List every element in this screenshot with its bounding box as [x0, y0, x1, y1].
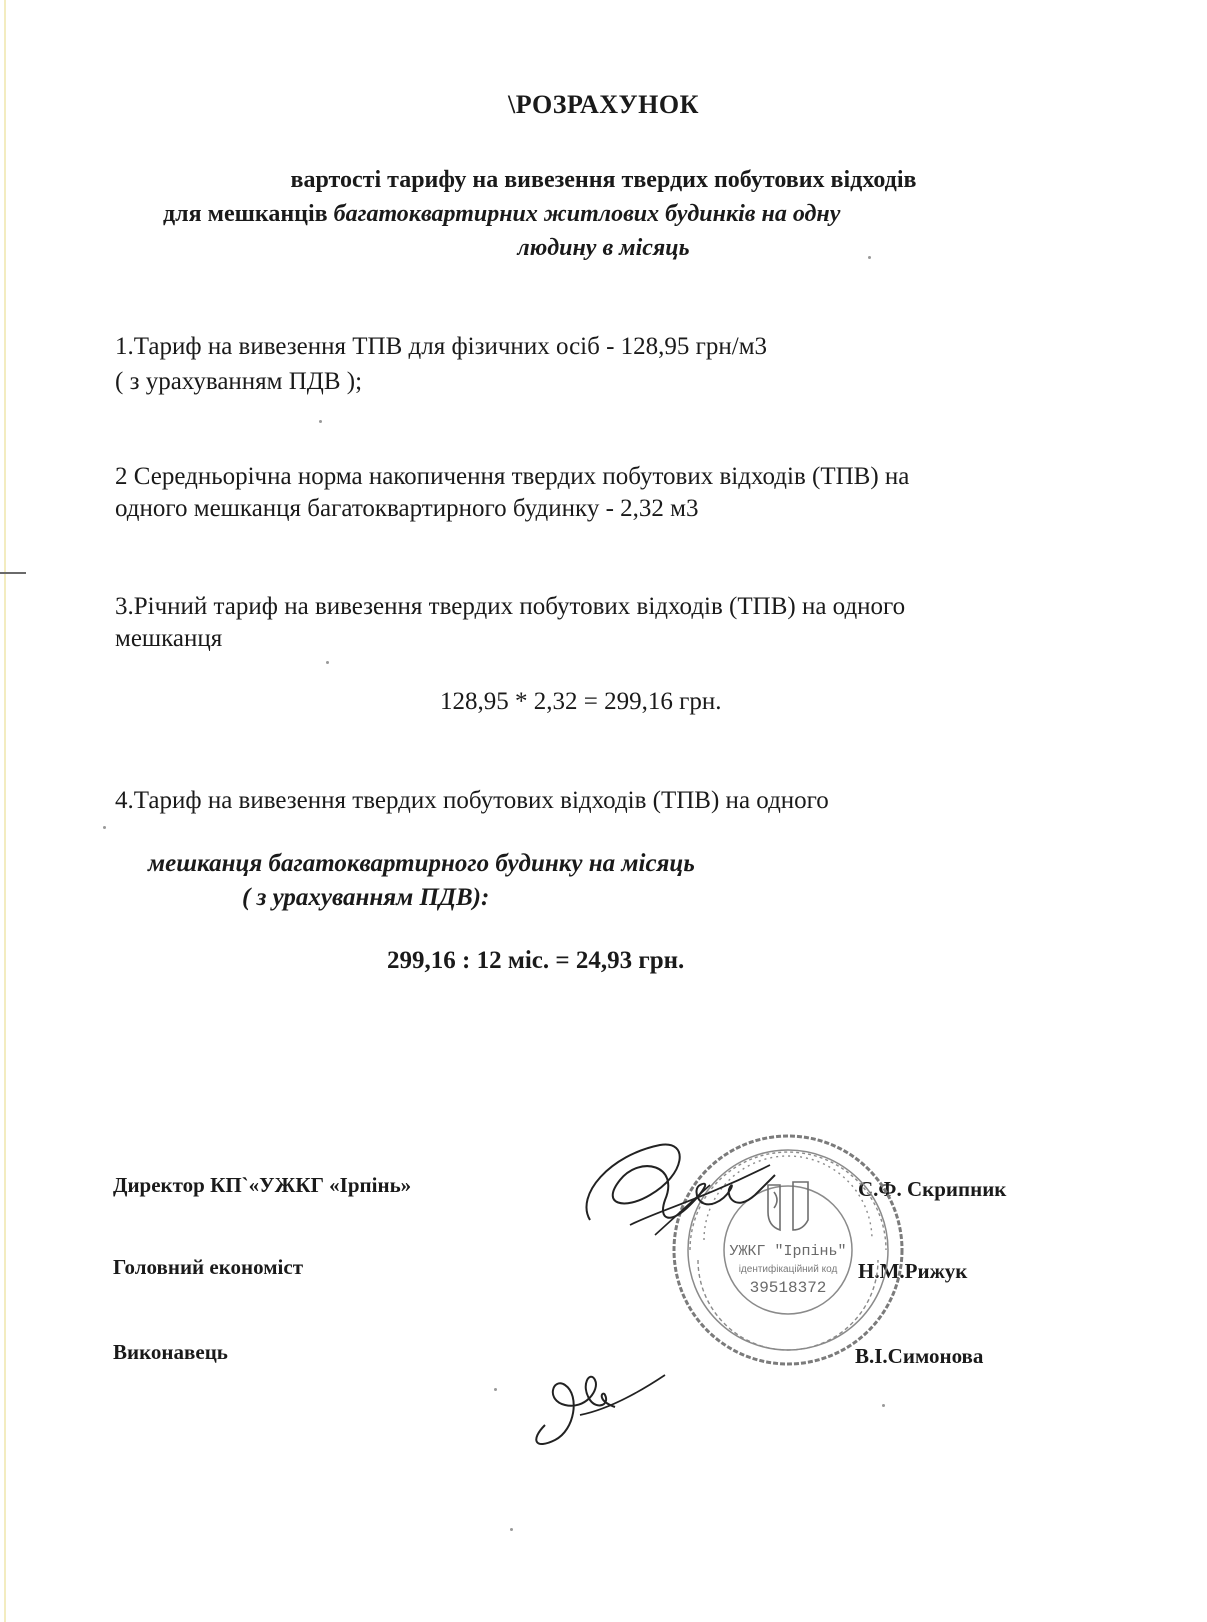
item-3-line-1: 3.Річний тариф на вивезення твердих побутових відходів (ТПВ) на одного: [115, 593, 906, 620]
item-3-formula: 128,95 * 2,32 = 299,16 грн.: [440, 688, 722, 715]
document-title: \РОЗРАХУНОК: [508, 90, 699, 119]
executor-label: Виконавець: [113, 1340, 228, 1364]
scan-speck: [510, 1528, 513, 1531]
subtitle-line-3-text: людину в місяць: [517, 235, 690, 261]
director-label: Директор КП`«УЖКГ «Ірпінь»: [113, 1173, 412, 1197]
executor-signature: [525, 1345, 675, 1455]
director-signature: [570, 1125, 790, 1245]
scan-speck: [103, 826, 106, 829]
stamp-code: 39518372: [749, 1279, 827, 1297]
subtitle-line-3: [0, 235, 1207, 262]
subtitle-line-2-italic: багатоквартирних житлових будинків на одну: [333, 201, 841, 227]
stamp-sub-text: ідентифікаційний код: [738, 1264, 838, 1275]
scan-speck: [868, 256, 871, 259]
scan-speck: [326, 661, 329, 664]
item-4-line-3: ( з урахуванням ПДВ):: [242, 884, 490, 911]
economist-name: Н.М.Рижук: [858, 1259, 968, 1283]
item-2-line-1: 2 Середньорічна норма накопичення твердих побутових відходів (ТПВ) на: [115, 463, 910, 490]
scan-speck: [494, 1388, 497, 1391]
subtitle-line-2-bold: для мешканців: [163, 201, 328, 227]
subtitle-line-2: [163, 201, 840, 228]
item-2-line-2: одного мешканця багатоквартирного будинку - 2,32 м3: [115, 495, 699, 522]
item-4-line-2: мешканця багатоквартирного будинку на місяць: [148, 850, 695, 877]
item-1-line-2: ( з урахуванням ПДВ );: [115, 368, 363, 395]
subtitle-line-1: вартості тарифу на вивезення твердих побутових відходів: [290, 167, 917, 193]
item-4-formula: 299,16 : 12 міс. = 24,93 грн.: [387, 947, 685, 974]
executor-name: В.І.Симонова: [855, 1344, 984, 1368]
stamp-center-text: УЖКГ "Ірпінь": [729, 1243, 847, 1260]
item-4-line-1: 4.Тариф на вивезення твердих побутових відходів (ТПВ) на одного: [115, 787, 829, 814]
scan-edge-mark: [0, 572, 26, 574]
scan-speck: [319, 420, 322, 423]
item-3-line-2: мешканця: [115, 625, 223, 652]
economist-label: Головний економіст: [113, 1255, 304, 1279]
scan-speck: [882, 1404, 885, 1407]
director-name: С.Ф. Скрипник: [858, 1177, 1007, 1201]
item-1-line-1: 1.Тариф на вивезення ТПВ для фізичних осіб - 128,95 грн/м3: [115, 333, 768, 360]
